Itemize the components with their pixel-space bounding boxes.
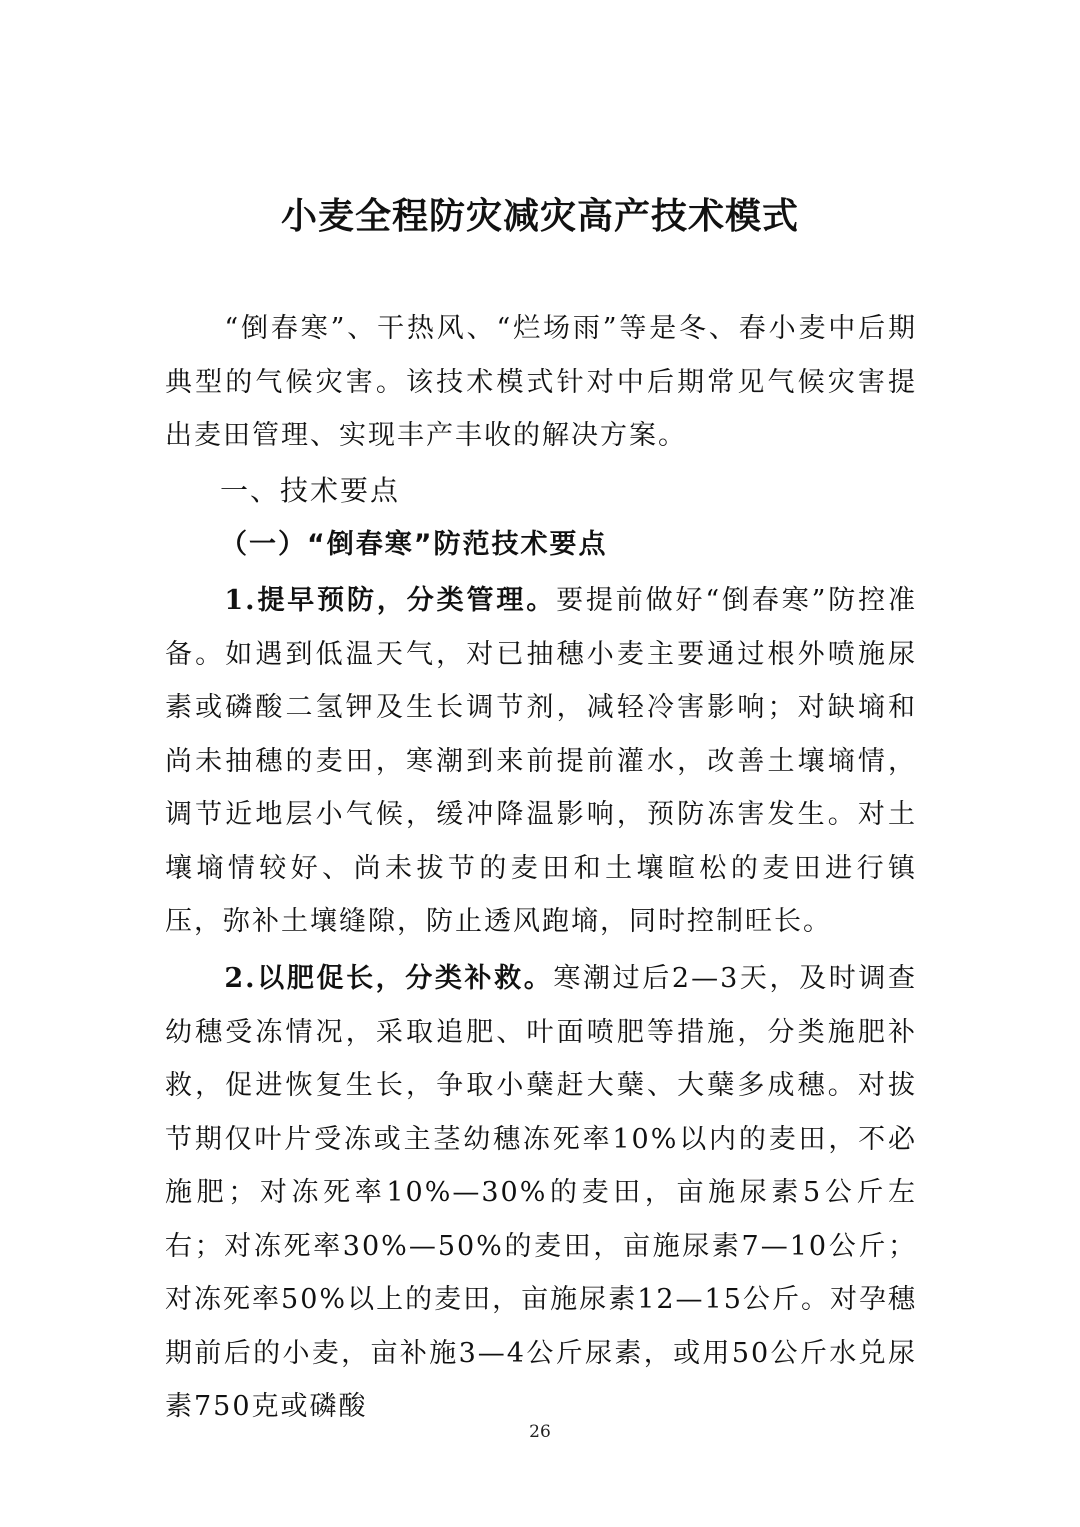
point-2-paragraph [165, 952, 917, 1434]
document-title: 小麦全程防灾减灾高产技术模式 [280, 196, 799, 237]
section-heading: 一、技术要点 [220, 474, 401, 507]
intro-paragraph: “倒春寒”、干热风、“烂场雨”等是冬、春小麦中后期典型的气候灾害。该技术模式针对中后期常见气候灾害提出麦田管理、实现丰产丰收的解决方案。 [165, 313, 917, 451]
subsection-heading: （一）“倒春寒”防范技术要点 [220, 529, 608, 560]
point-1-lead: 1.提早预防，分类管理。 [224, 585, 557, 616]
point-1-text: 要提前做好“倒春寒”防控准备。如遇到低温天气，对已抽穗小麦主要通过根外喷施尿素或磷酸二氢钾及生长调节剂，减轻冷害影响；对缺墒和尚未抽穗的麦田，寒潮到来前提前灌水，改善土壤墒情，调节近地层小气候，缓冲降温影响，预防冻害发生。对土壤墒情较好、尚未拔节的麦田和土壤暄松的麦田进行镇压，弥补土壤缝隙，防止透风跑墒，同时控制旺长。 [165, 585, 918, 937]
page-number: 26 [529, 1422, 551, 1442]
point-2-text: 寒潮过后2—3天，及时调查幼穗受冻情况，采取追肥、叶面喷肥等措施，分类施肥补救，促进恢复生长，争取小蘖赶大蘖、大蘖多成穗。对拔节期仅叶片受冻或主茎幼穗冻死率10%以内的麦田，不必施肥；对冻死率10%—30%的麦田，亩施尿素5公斤左右；对冻死率30%—50%的麦田，亩施尿素7—10公斤；对冻死率50%以上的麦田，亩施尿素12—15公斤。对孕穗期前后的小麦，亩补施3—4公斤尿素，或用50公斤水兑尿素750克或磷酸 [165, 963, 917, 1422]
point-1-paragraph [165, 574, 917, 949]
point-2-lead: 2.以肥促长，分类补救。 [224, 963, 554, 994]
